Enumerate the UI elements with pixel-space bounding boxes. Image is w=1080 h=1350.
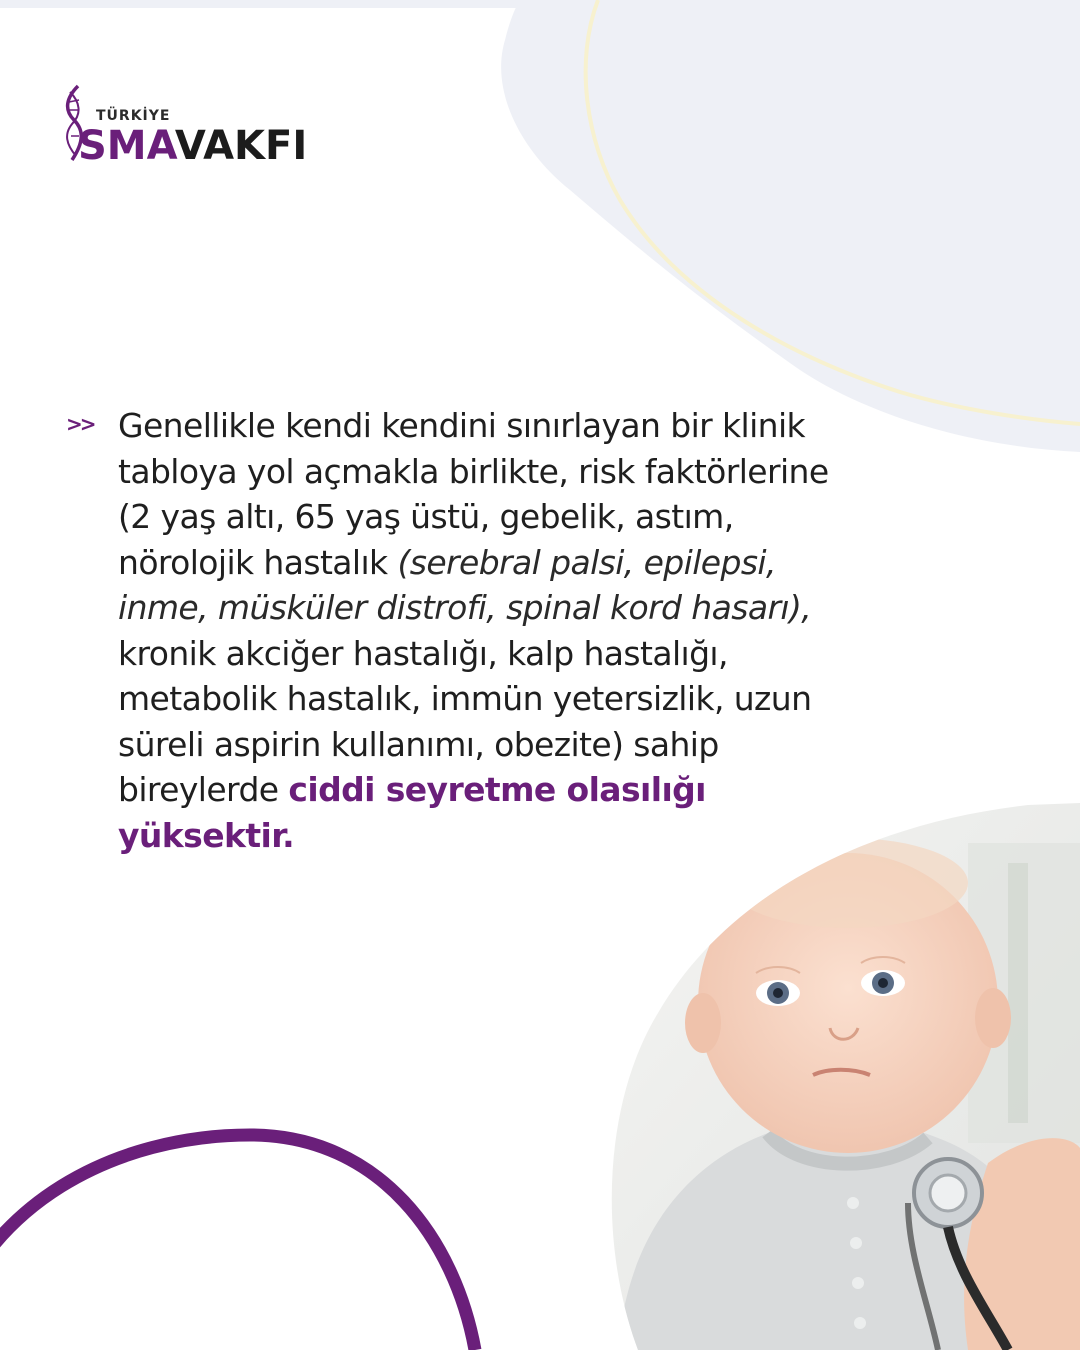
- info-paragraph: [118, 403, 858, 858]
- paragraph-part-2: kronik akciğer hastalığı, kalp hastalığı, metabolik hastalık, immün yetersizlik, uzun süreli aspirin kullanımı, obezite) sahip bireylerde: [118, 633, 812, 809]
- bullet-chevrons-icon: >>: [66, 412, 94, 436]
- smavakfi-logo: [62, 84, 332, 174]
- paragraph-part-1: Genellikle kendi kendini sınırlayan bir klinik tabloya yol açmakla birlikte, risk faktörlerine (2 yaş altı, 65 yaş üstü, gebelik, astım, nörolojik hastalık: [118, 406, 829, 582]
- logo-top-word: TÜRKİYE: [96, 108, 171, 124]
- top-strip: [0, 0, 520, 8]
- baby-stethoscope-photo: [608, 803, 1080, 1350]
- paragraph-italic: (serebral palsi, epilepsi, inme, müsküler distrofi, spinal kord hasarı),: [118, 542, 812, 627]
- logo-wordmark: [78, 122, 307, 170]
- logo-sma: SMA: [78, 123, 175, 169]
- baby-illustration: [608, 803, 1080, 1350]
- paragraph-highlight: ciddi seyretme olasılığı yüksektir.: [118, 770, 706, 855]
- logo-vakfi: VAKFI: [174, 123, 308, 169]
- purple-arc: [0, 1135, 475, 1350]
- top-right-blob: [501, 0, 1080, 452]
